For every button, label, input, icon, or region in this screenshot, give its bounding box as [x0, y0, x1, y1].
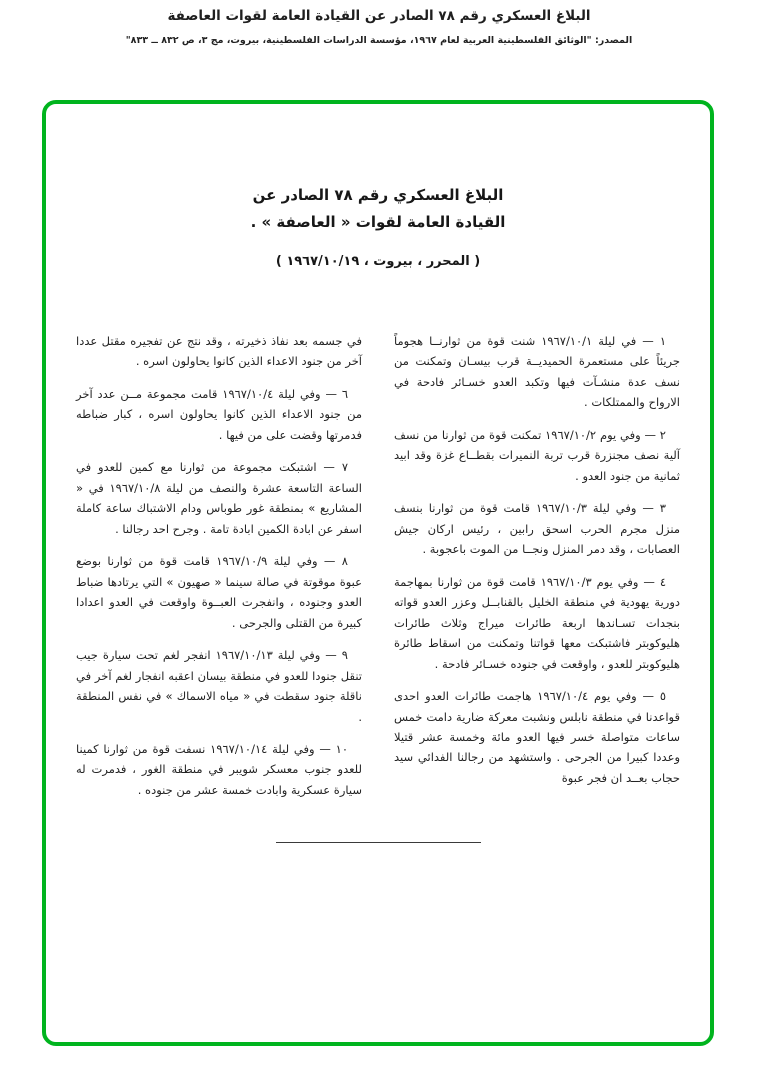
- column-right: [394, 331, 680, 812]
- doc-paragraph-10: ١٠ — وفي ليلة ١٩٦٧/١٠/١٤ نسفت قوة من ثوارنا كمينا للعدو جنوب معسكر شويبر في منطقة الغور ، فدمرت له سيارة عسكرية وابادت خمسة عشر من جنوده .: [76, 741, 362, 797]
- doc-paragraph-2: ٢ — وفي يوم ١٩٦٧/١٠/٢ تمكنت قوة من ثوارنا من نسف آلية نصف مجنزرة قرب تربة النميرات بقطــاع غزة وقد ابيد ثمانية من جنود العدو .: [394, 427, 680, 483]
- doc-paragraph-7: ٧ — اشتبكت مجموعة من ثوارنا مع كمين للعدو في الساعة التاسعة عشرة والنصف من ليلة ١٩٦٧/١٠/٨ في « المشاريع » بمنطقة غور طوباس ودام الاشتباك ساعة كاملة اسفر عن ابادة الكمين ابادة تامة . وجرح احد رجالنا .: [76, 460, 362, 536]
- document-title-line2: القيادة العامة لقوات « العاصفة » .: [250, 213, 506, 231]
- document-page: [46, 104, 710, 843]
- doc-paragraph-5: ٥ — وفي يوم ١٩٦٧/١٠/٤ هاجمت طائرات العدو احدى قواعدنا في منطقة نابلس ونشبت معركة ضارية دامت خمس ساعات متواصلة خسر فيها العدو مائة وخمسة عشر قتيلا وعددا كبيرا من الجرحى . واستشهد من رجالنا الفدائي سيد حجاب بعــد ان فجر عبوة: [394, 689, 680, 785]
- doc-paragraph-1: ١ — في ليلة ١٩٦٧/١٠/١ شنت قوة من ثوارنــا هجوماً جريئاً على مستعمرة الحميديــة قرب بيسـان وتمكنت من نسف عدة منشـآت فيها وتكبد العدو خسـائر فادحة في الارواح والممتلكات .: [394, 334, 680, 410]
- doc-paragraph-6: ٦ — وفي ليلة ١٩٦٧/١٠/٤ قامت مجموعة مــن عدد آخر من جنود الاعداء الذين كانوا يحاولون اسره ، كبار ضباطه فدمرتها وقضت على من فيها .: [76, 386, 362, 442]
- doc-paragraph-9: ٩ — وفي ليلة ١٩٦٧/١٠/١٣ انفجر لغم تحت سيارة جيب تنقل جنودا للعدو في منطقة بيسان اعقبه انفجار لغم آخر في ناقلة جنود سقطت في « مياه الاسماك » في نفس المنطقة .: [76, 648, 362, 724]
- doc-paragraph-5-continuation: في جسمه بعد نفاذ ذخيرته ، وقد نتج عن تفجيره مقتل عددا آخر من جنود الاعداء الذين كانوا يحاولون اسره .: [76, 334, 362, 369]
- doc-paragraph-3: ٣ — وفي ليلة ١٩٦٧/١٠/٣ قامت قوة من ثوارنا بنسف منزل مجرم الحرب اسحق رابين ، رئيس اركان جيش العصابات ، وقد دمر المنزل ونجــا من الموت باعجوبة .: [394, 501, 680, 557]
- document-frame: [42, 100, 714, 1046]
- doc-paragraph-8: ٨ — وفي ليلة ١٩٦٧/١٠/٩ قامت قوة من ثوارنا بوضع عبوة موقوتة في صالة سينما « صهيون » التي يرتادها ضباط العدو وجنوده ، وانفجرت العبــوة واوقعت في العدو اعدادا كبيرة من القتلى والجرحى .: [76, 554, 362, 630]
- source-citation: المصدر: "الوثائق الفلسطينية العربية لعام ١٩٦٧، مؤسسة الدراسات الفلسطينية، بيروت، مج ٣، ص ٨٣٢ ــ ٨٣٣": [125, 35, 633, 46]
- column-left: [76, 331, 362, 812]
- document-dateline: ( المحرر ، بيروت ، ١٩٦٧/١٠/١٩ ): [275, 254, 481, 269]
- page-header: [0, 8, 758, 46]
- document-title: [76, 182, 680, 236]
- page-title: البلاغ العسكري رقم ٧٨ الصادر عن القيادة العامة لقوات العاصفة: [167, 8, 591, 24]
- doc-paragraph-4: ٤ — وفي يوم ١٩٦٧/١٠/٣ قامت قوة من ثوارنا بمهاجمة دورية يهودية في منطقة الخليل بالقنابــل وعزر العدو قواته بنجدات تسـاندها اربعة طائرات ميراج وثلاث طائرات هليوكوبتر فاشتبكت معها قواتنا وتمكنت من اسقاط طائرة هليوكوبتر للعدو ، واوقعت في جنوده خسـائر فادحة .: [394, 574, 680, 671]
- footnote-divider: [276, 842, 481, 843]
- columns-container: [76, 331, 680, 812]
- document-title-line1: البلاغ العسكري رقم ٧٨ الصادر عن: [252, 186, 504, 204]
